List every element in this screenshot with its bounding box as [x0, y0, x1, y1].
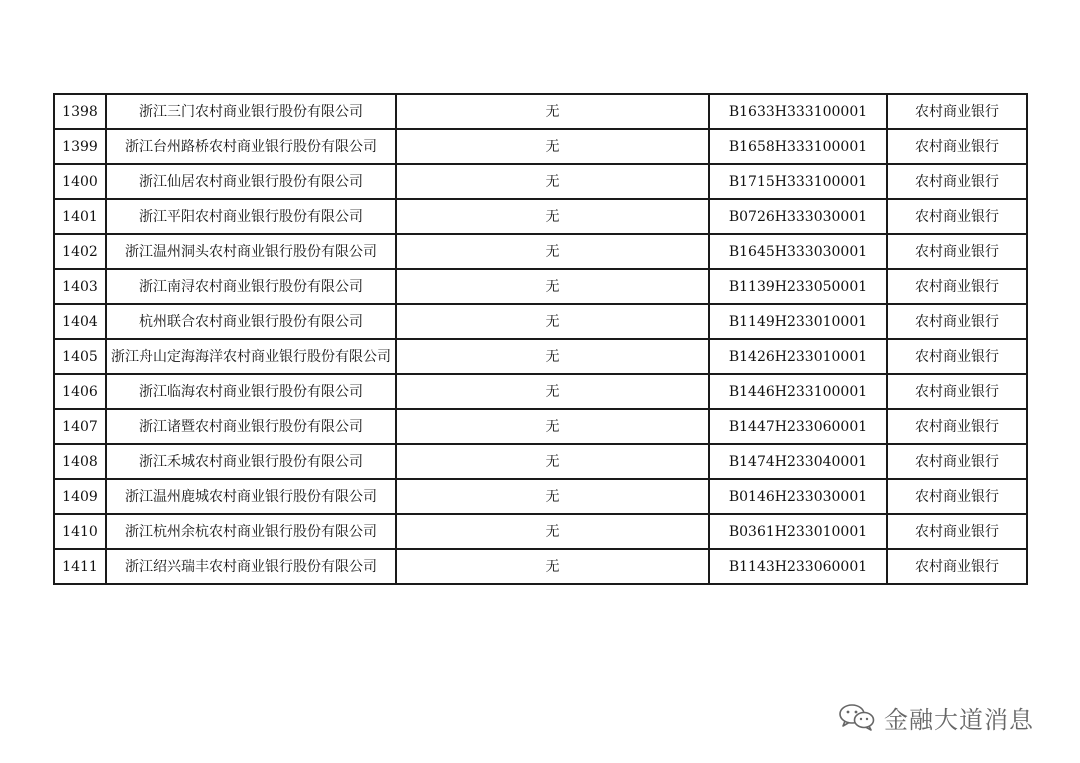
previous-name-cell: 无 [396, 409, 709, 444]
table-row [54, 479, 1027, 514]
bank-name-cell: 浙江平阳农村商业银行股份有限公司 [106, 199, 396, 234]
row-number-cell: 1409 [54, 479, 106, 514]
institution-type-cell: 农村商业银行 [887, 444, 1027, 479]
license-code-cell: B1426H233010001 [709, 339, 887, 374]
previous-name-cell: 无 [396, 339, 709, 374]
watermark-text: 金融大道消息 [884, 705, 1034, 734]
table-row [54, 374, 1027, 409]
bank-name-cell: 浙江诸暨农村商业银行股份有限公司 [106, 409, 396, 444]
row-number-cell: 1400 [54, 164, 106, 199]
bank-list-table [53, 93, 1028, 585]
bank-name-cell: 浙江温州洞头农村商业银行股份有限公司 [106, 234, 396, 269]
bank-name-cell: 浙江南浔农村商业银行股份有限公司 [106, 269, 396, 304]
bank-name-cell: 浙江仙居农村商业银行股份有限公司 [106, 164, 396, 199]
institution-type-cell: 农村商业银行 [887, 479, 1027, 514]
previous-name-cell: 无 [396, 304, 709, 339]
bank-name-cell: 浙江禾城农村商业银行股份有限公司 [106, 444, 396, 479]
institution-type-cell: 农村商业银行 [887, 164, 1027, 199]
row-number-cell: 1407 [54, 409, 106, 444]
row-number-cell: 1403 [54, 269, 106, 304]
institution-type-cell: 农村商业银行 [887, 234, 1027, 269]
row-number-cell: 1404 [54, 304, 106, 339]
institution-type-cell: 农村商业银行 [887, 339, 1027, 374]
previous-name-cell: 无 [396, 234, 709, 269]
license-code-cell: B0726H333030001 [709, 199, 887, 234]
previous-name-cell: 无 [396, 479, 709, 514]
row-number-cell: 1405 [54, 339, 106, 374]
institution-type-cell: 农村商业银行 [887, 199, 1027, 234]
previous-name-cell: 无 [396, 514, 709, 549]
wechat-icon [838, 703, 876, 731]
row-number-cell: 1399 [54, 129, 106, 164]
row-number-cell: 1401 [54, 199, 106, 234]
table-row [54, 269, 1027, 304]
previous-name-cell: 无 [396, 549, 709, 584]
bank-name-cell: 浙江舟山定海海洋农村商业银行股份有限公司 [106, 339, 396, 374]
previous-name-cell: 无 [396, 374, 709, 409]
bank-name-cell: 杭州联合农村商业银行股份有限公司 [106, 304, 396, 339]
license-code-cell: B1645H333030001 [709, 234, 887, 269]
bank-name-cell: 浙江临海农村商业银行股份有限公司 [106, 374, 396, 409]
institution-type-cell: 农村商业银行 [887, 549, 1027, 584]
table-row [54, 164, 1027, 199]
table-row [54, 444, 1027, 479]
table-row [54, 409, 1027, 444]
license-code-cell: B1139H233050001 [709, 269, 887, 304]
license-code-cell: B0146H233030001 [709, 479, 887, 514]
institution-type-cell: 农村商业银行 [887, 304, 1027, 339]
bank-name-cell: 浙江绍兴瑞丰农村商业银行股份有限公司 [106, 549, 396, 584]
row-number-cell: 1411 [54, 549, 106, 584]
row-number-cell: 1408 [54, 444, 106, 479]
bank-name-cell: 浙江温州鹿城农村商业银行股份有限公司 [106, 479, 396, 514]
license-code-cell: B1149H233010001 [709, 304, 887, 339]
license-code-cell: B1447H233060001 [709, 409, 887, 444]
previous-name-cell: 无 [396, 164, 709, 199]
row-number-cell: 1410 [54, 514, 106, 549]
row-number-cell: 1406 [54, 374, 106, 409]
table-row [54, 234, 1027, 269]
bank-name-cell: 浙江杭州余杭农村商业银行股份有限公司 [106, 514, 396, 549]
table-row [54, 304, 1027, 339]
previous-name-cell: 无 [396, 444, 709, 479]
row-number-cell: 1398 [54, 94, 106, 129]
table-row [54, 129, 1027, 164]
table-row [54, 549, 1027, 584]
table-row [54, 514, 1027, 549]
institution-type-cell: 农村商业银行 [887, 129, 1027, 164]
license-code-cell: B0361H233010001 [709, 514, 887, 549]
institution-type-cell: 农村商业银行 [887, 269, 1027, 304]
previous-name-cell: 无 [396, 94, 709, 129]
institution-type-cell: 农村商业银行 [887, 514, 1027, 549]
license-code-cell: B1143H233060001 [709, 549, 887, 584]
table-body [54, 94, 1027, 584]
institution-type-cell: 农村商业银行 [887, 94, 1027, 129]
previous-name-cell: 无 [396, 269, 709, 304]
institution-type-cell: 农村商业银行 [887, 374, 1027, 409]
bank-name-cell: 浙江台州路桥农村商业银行股份有限公司 [106, 129, 396, 164]
license-code-cell: B1633H333100001 [709, 94, 887, 129]
previous-name-cell: 无 [396, 129, 709, 164]
row-number-cell: 1402 [54, 234, 106, 269]
license-code-cell: B1446H233100001 [709, 374, 887, 409]
table-row [54, 339, 1027, 374]
license-code-cell: B1658H333100001 [709, 129, 887, 164]
institution-type-cell: 农村商业银行 [887, 409, 1027, 444]
license-code-cell: B1474H233040001 [709, 444, 887, 479]
table-row [54, 199, 1027, 234]
license-code-cell: B1715H333100001 [709, 164, 887, 199]
watermark [838, 701, 1034, 733]
bank-name-cell: 浙江三门农村商业银行股份有限公司 [106, 94, 396, 129]
table-row [54, 94, 1027, 129]
previous-name-cell: 无 [396, 199, 709, 234]
